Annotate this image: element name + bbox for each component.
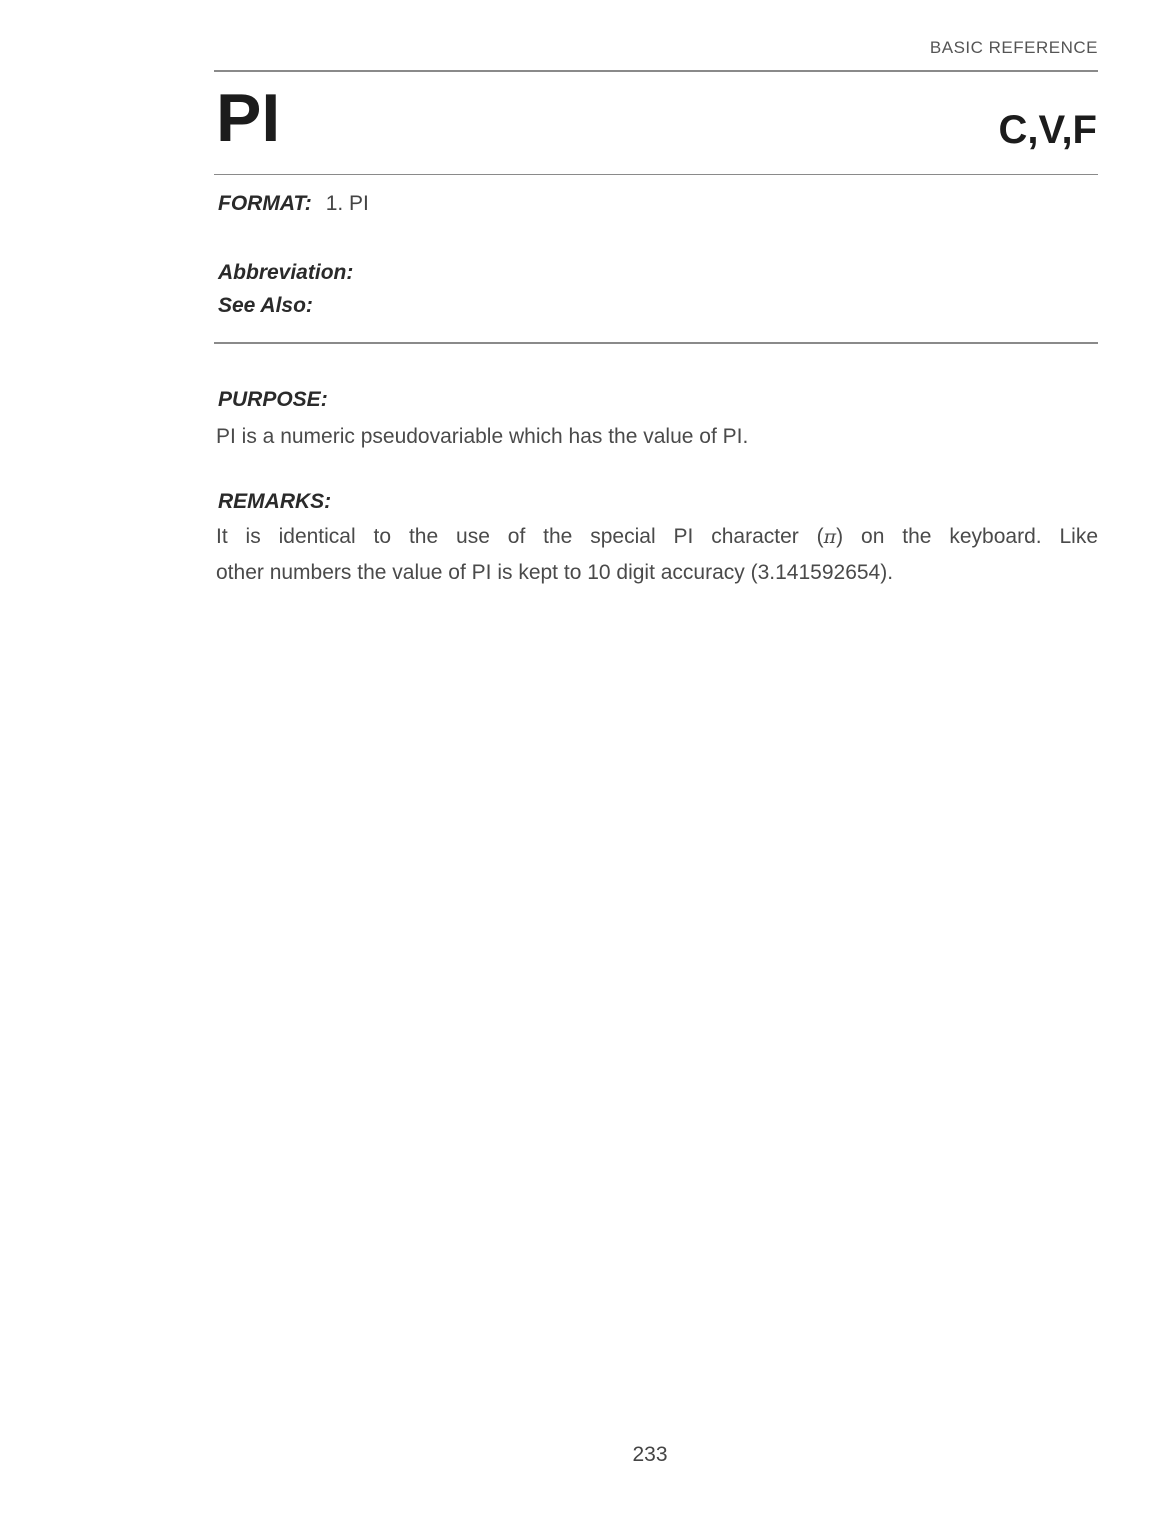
title-rule: [214, 174, 1098, 175]
remarks-text: [216, 519, 1098, 590]
keyword-title: PI: [216, 80, 281, 156]
remarks-line-1-end: ) on the keyboard. Like: [836, 525, 1098, 548]
section-rule: [214, 342, 1098, 344]
see-also-row: [218, 295, 327, 316]
see-also-label: See Also:: [218, 294, 313, 317]
remarks-line-2: other numbers the value of PI is kept to 10 digit accuracy (3.141592654).: [216, 561, 894, 584]
remarks-line-1: [216, 519, 1098, 555]
modes-label: C,V,F: [998, 108, 1097, 152]
remarks-heading: REMARKS:: [218, 490, 332, 513]
format-row: [218, 193, 369, 214]
abbreviation-row: [218, 262, 367, 283]
purpose-heading: PURPOSE:: [218, 388, 328, 411]
page-number: 233: [632, 1443, 668, 1466]
purpose-text: PI is a numeric pseudovariable which has the value of PI.: [216, 425, 749, 448]
pi-symbol: π: [823, 526, 837, 548]
format-value: 1. PI: [325, 192, 369, 215]
abbreviation-label: Abbreviation:: [218, 261, 354, 284]
top-rule: [214, 70, 1098, 72]
format-label: FORMAT:: [218, 192, 312, 215]
remarks-line-1-start: It is identical to the use of the special PI character (: [216, 525, 824, 548]
running-head: BASIC REFERENCE: [929, 38, 1098, 57]
